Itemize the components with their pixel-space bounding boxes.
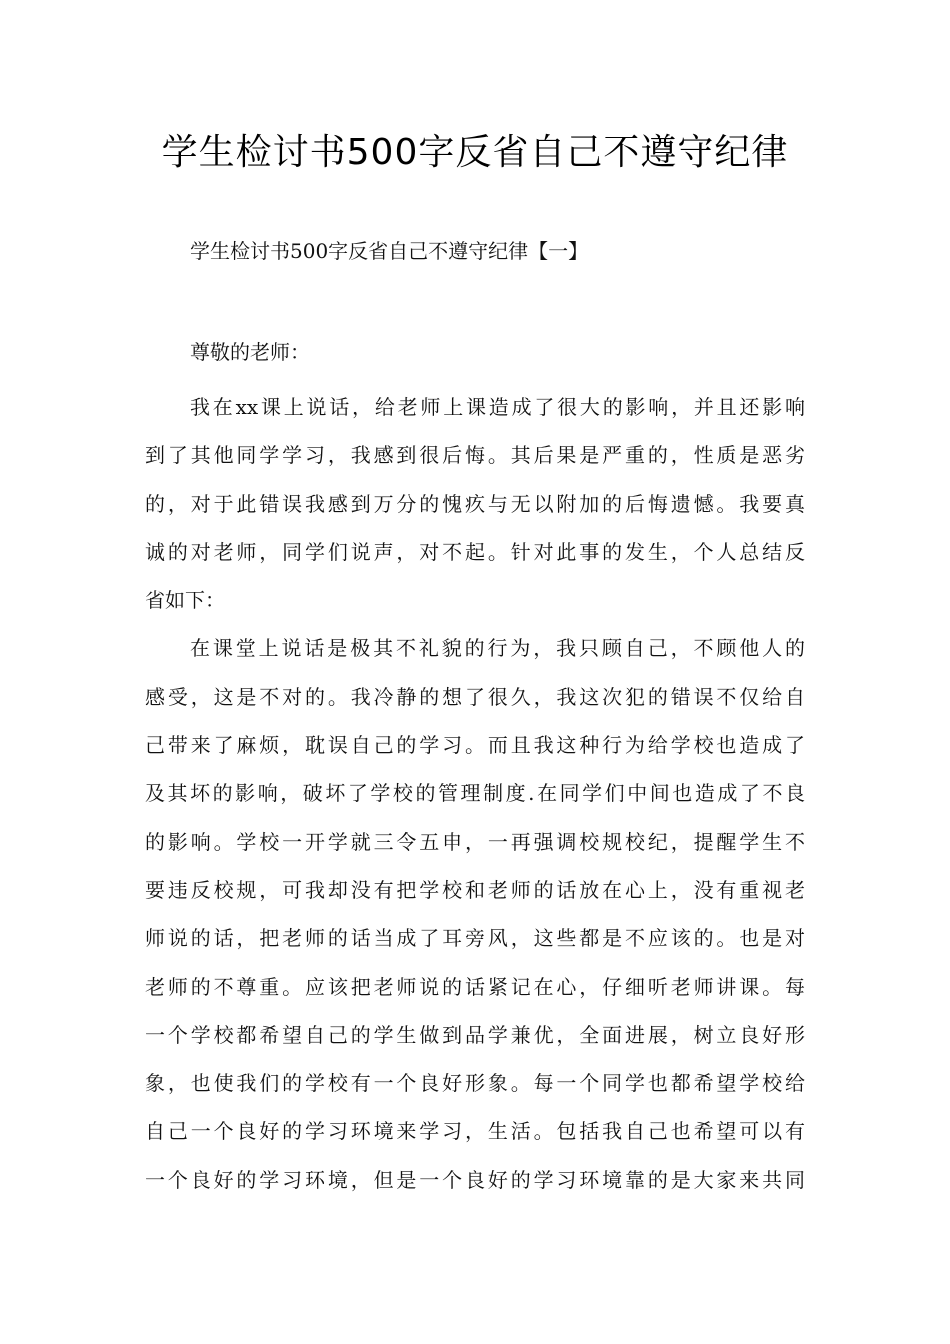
paragraph-line: 己带来了麻烦，耽误自己的学习。而且我这种行为给学校也造成了 <box>145 733 805 758</box>
paragraph-line: 自己一个良好的学习环境来学习，生活。包括我自己也希望可以有 <box>145 1119 805 1144</box>
section-heading: 学生检讨书500字反省自己不遵守纪律【一】 <box>190 239 589 263</box>
paragraph-line: 一个学校都希望自己的学生做到品学兼优，全面进展，树立良好形 <box>145 1022 805 1047</box>
document-title: 学生检讨书500字反省自己不遵守纪律 <box>161 132 789 173</box>
paragraph-1 <box>145 383 805 624</box>
paragraph-line: 到了其他同学学习，我感到很后悔。其后果是严重的，性质是恶劣 <box>145 443 805 468</box>
paragraph-line: 象，也使我们的学校有一个良好形象。每一个同学也都希望学校给 <box>145 1071 805 1096</box>
paragraph-2 <box>145 624 805 1204</box>
letter-body <box>145 383 805 1204</box>
paragraph-line: 师说的话，把老师的话当成了耳旁风，这些都是不应该的。也是对 <box>145 926 805 951</box>
paragraph-line: 的影响。学校一开学就三令五申，一再强调校规校纪，提醒学生不 <box>145 829 805 854</box>
paragraph-line: 老师的不尊重。应该把老师说的话紧记在心，仔细听老师讲课。每 <box>145 974 805 999</box>
paragraph-line: 我在xx课上说话，给老师上课造成了很大的影响，并且还影响 <box>190 395 805 419</box>
paragraph-line: 的，对于此错误我感到万分的愧疚与无以附加的后悔遗憾。我要真 <box>145 491 805 516</box>
paragraph-line: 一个良好的学习环境，但是一个良好的学习环境靠的是大家来共同 <box>145 1167 805 1192</box>
paragraph-line: 及其坏的影响，破坏了学校的管理制度.在同学们中间也造成了不良 <box>145 781 805 806</box>
paragraph-line: 要违反校规，可我却没有把学校和老师的话放在心上，没有重视老 <box>145 877 805 902</box>
paragraph-line: 诚的对老师，同学们说声，对不起。针对此事的发生，个人总结反 <box>145 539 805 564</box>
paragraph-line: 在课堂上说话是极其不礼貌的行为，我只顾自己，不顾他人的 <box>190 636 805 661</box>
paragraph-line: 省如下： <box>145 588 225 613</box>
salutation: 尊敬的老师： <box>190 340 310 364</box>
paragraph-line: 感受，这是不对的。我冷静的想了很久，我这次犯的错误不仅给自 <box>145 684 805 709</box>
